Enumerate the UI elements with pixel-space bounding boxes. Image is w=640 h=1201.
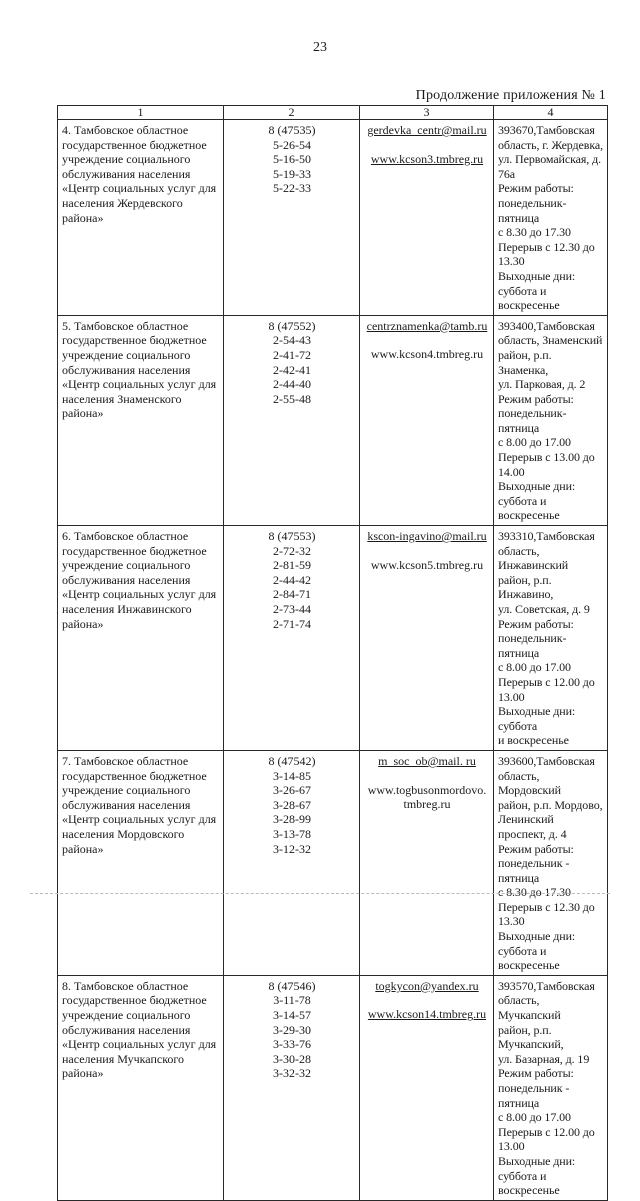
website-link[interactable]: www.kcson14.tmbreg.ru — [367, 1007, 487, 1022]
address-schedule — [494, 120, 608, 316]
phone-number: 2-73-44 — [273, 602, 311, 616]
address-line: Режим работы: — [498, 181, 574, 196]
address-schedule — [494, 975, 608, 1200]
address-line: Выходные дни: суббота и — [498, 1153, 576, 1183]
contact-web — [360, 526, 494, 751]
organization-name: 8. Тамбовское областное государственное бюджетное учреждение социального обслуживания населения «Центр социальных услуг для населения Мучкапского района» — [58, 975, 224, 1200]
column-number: 1 — [58, 106, 224, 120]
phone-number: 2-44-42 — [273, 572, 311, 587]
phone-number: 2-71-74 — [273, 616, 311, 631]
address-line: с 8.00 до 17.00 — [498, 1110, 571, 1125]
address-line: Выходные дни: суббота и — [498, 268, 576, 298]
address-line: ул. Базарная, д. 19 — [498, 1051, 590, 1066]
contact-web — [360, 750, 494, 975]
phone-number: 2-72-32 — [273, 543, 311, 558]
phone-number: 8 (47542) — [268, 753, 316, 768]
phone-number: 3-14-57 — [273, 1008, 311, 1023]
address-line: район, р.п. Знаменка, — [498, 347, 552, 377]
address-line: ул. Первомайская, д. 76а — [498, 152, 601, 181]
email-link[interactable]: gerdevka_centr@mail.ru — [367, 123, 487, 137]
email-link[interactable]: centrznamenka@tamb.ru — [366, 318, 488, 333]
column-number: 2 — [224, 106, 360, 120]
phone-number: 2-55-48 — [273, 391, 311, 406]
address-line: с 8.30 до 17.30 — [498, 225, 571, 240]
column-number: 3 — [360, 106, 494, 120]
phone-list — [224, 526, 360, 751]
address-schedule — [494, 750, 608, 975]
phone-number: 8 (47552) — [268, 318, 316, 333]
phone-number: 5-22-33 — [273, 181, 311, 196]
address-line: воскресенье — [498, 958, 560, 973]
phone-number: 8 (47535) — [268, 123, 316, 137]
phone-number: 3-13-78 — [273, 826, 311, 841]
address-line: понедельник-пятница — [498, 631, 567, 660]
organization-name: 4. Тамбовское областное государственное бюджетное учреждение социального обслуживания населения «Центр социальных услуг для населения Жердевского района» — [58, 120, 224, 316]
address-line: воскресенье — [498, 1183, 560, 1198]
address-line: с 8.30 до 17.30 — [498, 885, 571, 900]
address-line: понедельник - пятница — [498, 1081, 570, 1110]
phone-number: 3-14-85 — [273, 768, 311, 783]
contact-web — [360, 315, 494, 525]
address-line: понедельник-пятница — [498, 406, 567, 435]
contact-web — [360, 120, 494, 316]
address-line: Перерыв с 12.00 до 13.00 — [498, 674, 595, 704]
phone-number: 8 (47553) — [268, 529, 316, 544]
phone-number: 3-30-28 — [273, 1051, 311, 1066]
phone-list — [224, 750, 360, 975]
address-line: область, Знаменский — [498, 333, 603, 348]
page-bottom-edge — [30, 893, 610, 894]
table-row — [58, 315, 608, 525]
table-row — [58, 750, 608, 975]
address-line: Режим работы: — [498, 391, 574, 406]
address-line: 393570,Тамбовская — [498, 978, 595, 993]
institutions-table — [57, 105, 608, 1201]
phone-number: 2-81-59 — [273, 558, 311, 573]
website-link[interactable]: www.togbusonmordovo. tmbreg.ru — [367, 782, 487, 812]
address-line: воскресенье — [498, 298, 560, 313]
address-line: район, р.п. Мордово, — [498, 797, 603, 812]
address-line: 393600,Тамбовская — [498, 753, 595, 768]
address-line: Выходные дни: суббота — [498, 704, 576, 733]
phone-number: 3-28-99 — [273, 812, 311, 827]
address-line: воскресенье — [498, 508, 560, 523]
phone-number: 3-12-32 — [273, 841, 311, 856]
address-line: 393670,Тамбовская — [498, 123, 595, 137]
email-link[interactable]: kscon-ingavino@mail.ru — [367, 529, 487, 544]
address-line: Режим работы: — [498, 841, 574, 856]
organization-name: 5. Тамбовское областное государственное бюджетное учреждение социального обслуживания населения «Центр социальных услуг для населения Знаменского района» — [58, 315, 224, 525]
address-line: понедельник-пятница — [498, 195, 567, 225]
table-row — [58, 975, 608, 1200]
phone-number: 2-42-41 — [273, 362, 311, 377]
table-row — [58, 526, 608, 751]
phone-number: 5-26-54 — [273, 137, 311, 152]
phone-number: 3-26-67 — [273, 783, 311, 798]
phone-number: 3-33-76 — [273, 1037, 311, 1052]
phone-number: 8 (47546) — [268, 978, 316, 993]
address-line: с 8.00 до 17.00 — [498, 435, 571, 450]
address-line: Перерыв с 12.30 до 13.30 — [498, 899, 595, 929]
contact-web — [360, 975, 494, 1200]
address-line: Режим работы: — [498, 616, 574, 631]
organization-name: 7. Тамбовское областное государственное бюджетное учреждение социального обслуживания населения «Центр социальных услуг для населения Мордовского района» — [58, 750, 224, 975]
website-link[interactable]: www.kcson3.tmbreg.ru — [370, 151, 484, 166]
phone-number: 3-32-32 — [273, 1066, 311, 1081]
address-line: Режим работы: — [498, 1066, 574, 1081]
address-line: с 8.00 до 17.00 — [498, 660, 571, 675]
address-line: 393310,Тамбовская — [498, 529, 595, 544]
address-schedule — [494, 526, 608, 751]
address-line: Перерыв с 12.00 до 13.00 — [498, 1124, 595, 1154]
address-line: 393400,Тамбовская — [498, 318, 595, 333]
phone-number: 2-44-40 — [273, 377, 311, 392]
address-line: Перерыв с 13.00 до 14.00 — [498, 450, 595, 479]
page-number: 23 — [313, 40, 327, 55]
address-line: область, Инжавинский — [498, 543, 569, 573]
phone-number: 5-16-50 — [273, 152, 311, 167]
phone-list — [224, 975, 360, 1200]
website-link[interactable]: www.kcson5.tmbreg.ru — [370, 557, 484, 572]
phone-number: 3-28-67 — [273, 797, 311, 812]
address-line: область, г. Жердевка, — [498, 137, 604, 152]
phone-list — [224, 315, 360, 525]
phone-number: 5-19-33 — [273, 166, 311, 181]
phone-number: 3-11-78 — [273, 993, 311, 1008]
column-number-row — [58, 106, 608, 120]
phone-number: 2-54-43 — [273, 333, 311, 348]
address-line: Ленинский проспект, д. 4 — [498, 812, 567, 841]
address-line: район, р.п. Инжавино, — [498, 572, 554, 602]
email-link[interactable]: m_soc_ob@mail. ru — [378, 753, 476, 768]
table-row — [58, 120, 608, 316]
address-line: ул. Советская, д. 9 — [498, 602, 590, 616]
phone-list — [224, 120, 360, 316]
address-line: ул. Парковая, д. 2 — [498, 377, 586, 392]
address-line: область, Мучкапский — [498, 993, 561, 1023]
address-line: Выходные дни: суббота и — [498, 929, 576, 958]
address-line: область, Мордовский — [498, 768, 561, 798]
address-line: Перерыв с 12.30 до 13.30 — [498, 239, 595, 269]
phone-number: 2-41-72 — [273, 347, 311, 362]
email-link[interactable]: togkycon@yandex.ru — [375, 978, 479, 993]
address-line: район, р.п. Мучкапский, — [498, 1022, 564, 1052]
address-line: Выходные дни: суббота и — [498, 479, 576, 508]
address-line: и воскресенье — [498, 733, 569, 748]
organization-name: 6. Тамбовское областное государственное бюджетное учреждение социального обслуживания населения «Центр социальных услуг для населения Инжавинского района» — [58, 526, 224, 751]
table-body — [58, 120, 608, 1201]
phone-number: 3-29-30 — [273, 1022, 311, 1037]
address-schedule — [494, 315, 608, 525]
table-caption: Продолжение приложения № 1 — [415, 88, 606, 103]
column-number: 4 — [494, 106, 608, 120]
phone-number: 2-84-71 — [273, 587, 311, 602]
address-line: понедельник - пятница — [498, 856, 570, 885]
website-link[interactable]: www.kcson4.tmbreg.ru — [370, 347, 484, 362]
